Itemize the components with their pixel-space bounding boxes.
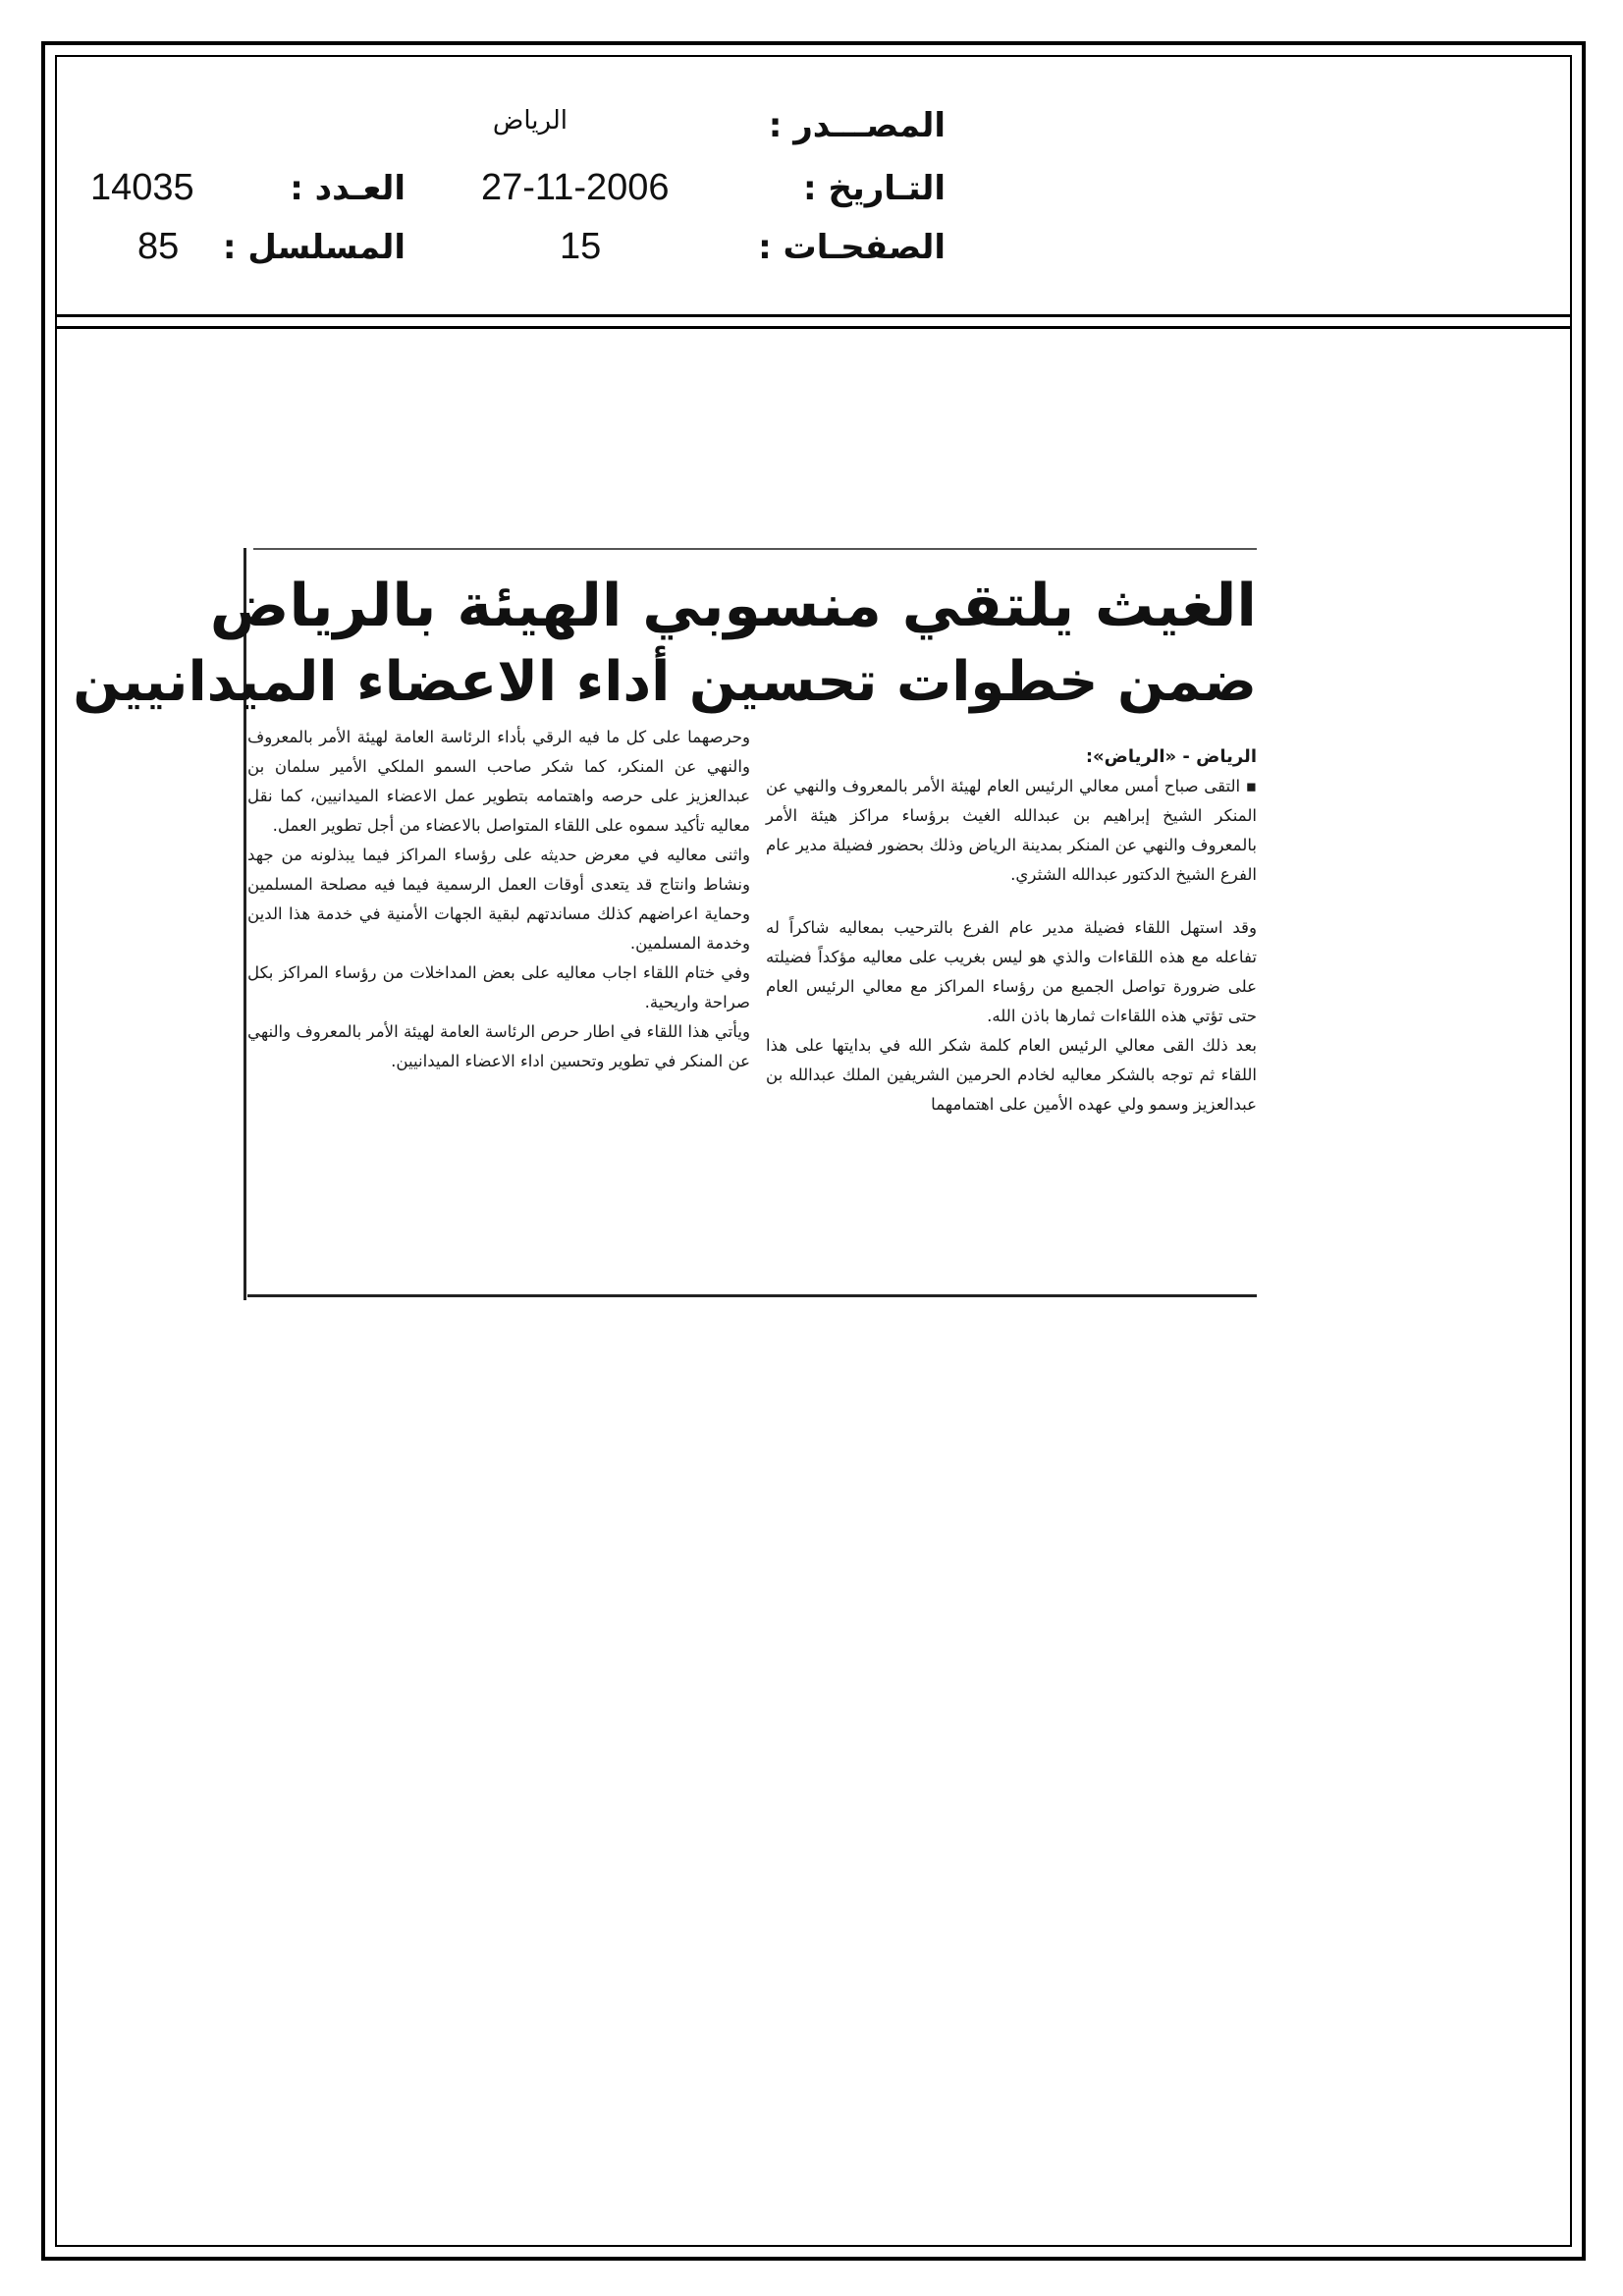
header-divider	[55, 314, 1572, 317]
date-value: 27-11-2006	[481, 167, 670, 208]
article-column-right	[766, 742, 1257, 1120]
article-paragraph: واثنى معاليه في معرض حديثه على رؤساء المراكز فيما يبذلونه من جهد ونشاط وانتاج قد يتعدى أوقات العمل الرسمية فيما فيه مصلحة المسلمين وحماية اعراضهم كذلك مساندتهم لبقية الجهات الأمنية في خدمة هذا الدين وخدمة المسلمين.	[247, 846, 750, 953]
news-clipping	[73, 548, 1257, 1300]
article-paragraph: بعد ذلك القى معالي الرئيس العام كلمة شكر الله في بدايتها على هذا اللقاء ثم توجه بالشكر معاليه لخادم الحرمين الشريفين الملك عبدالله بن عبدالعزيز وسمو ولي عهده الأمين على اهتمامهما	[766, 1036, 1257, 1114]
issue-value: 14035	[90, 167, 194, 208]
article-paragraph: وقد استهل اللقاء فضيلة مدير عام الفرع بالترحيب بمعاليه شاكراً له تفاعله مع هذه اللقاءات والذي هو ليس بغريب على معاليه مؤكداً فضيلته على ضرورة تواصل الجميع من رؤساء المراكز مع معالي الرئيس العام حتى تؤتي هذه اللقاءات ثمارها باذن الله.	[766, 918, 1257, 1025]
date-label: التـاريخ :	[803, 169, 946, 208]
serial-value: 85	[137, 226, 180, 267]
headline-primary: الغيث يلتقي منسوبي الهيئة بالرياض	[209, 572, 1257, 640]
source-label: المصـــدر :	[768, 106, 946, 145]
source-value: الرياض	[492, 106, 568, 136]
header-divider-secondary	[55, 326, 1572, 329]
article-paragraph: وحرصهما على كل ما فيه الرقي بأداء الرئاسة العامة لهيئة الأمر بالمعروف والنهي عن المنكر، كما شكر صاحب السمو الملكي الأمير سلمان بن عبدالعزيز على حرصه واهتمامه بتطوير عمل الاعضاء الميدانيين، كما نقل معاليه تأكيد سموه على اللقاء المتواصل بالاعضاء من أجل تطوير العمل.	[247, 728, 750, 835]
article-paragraph: ويأتي هذا اللقاء في اطار حرص الرئاسة العامة لهيئة الأمر بالمعروف والنهي عن المنكر في تطوير وتحسين اداء الاعضاء الميدانيين.	[247, 1022, 750, 1070]
paragraph-spacer	[766, 890, 1257, 913]
article-paragraph: ▪ التقى صباح أمس معالي الرئيس العام لهيئة الأمر بالمعروف والنهي عن المنكر الشيخ إبراهيم بن عبدالله الغيث برؤساء مراكز هيئة الأمر بالمعروف والنهي عن المنكر بمدينة الرياض وذلك بحضور فضيلة مدير عام الفرع الشيخ الدكتور عبدالله الشثري.	[766, 777, 1257, 884]
article-paragraph: وفي ختام اللقاء اجاب معاليه على بعض المداخلات من رؤساء المراكز بكل صراحة واريحية.	[247, 963, 750, 1011]
pages-label: الصفحـات :	[758, 228, 946, 267]
serial-label: المسلسل :	[222, 228, 406, 267]
issue-label: العـدد :	[290, 169, 406, 208]
article-dateline: الرياض - «الرياض»:	[1085, 746, 1257, 767]
headline-secondary: ضمن خطوات تحسين أداء الاعضاء الميدانيين	[73, 650, 1257, 714]
article-column-left	[247, 723, 750, 1076]
pages-value: 15	[560, 226, 602, 267]
